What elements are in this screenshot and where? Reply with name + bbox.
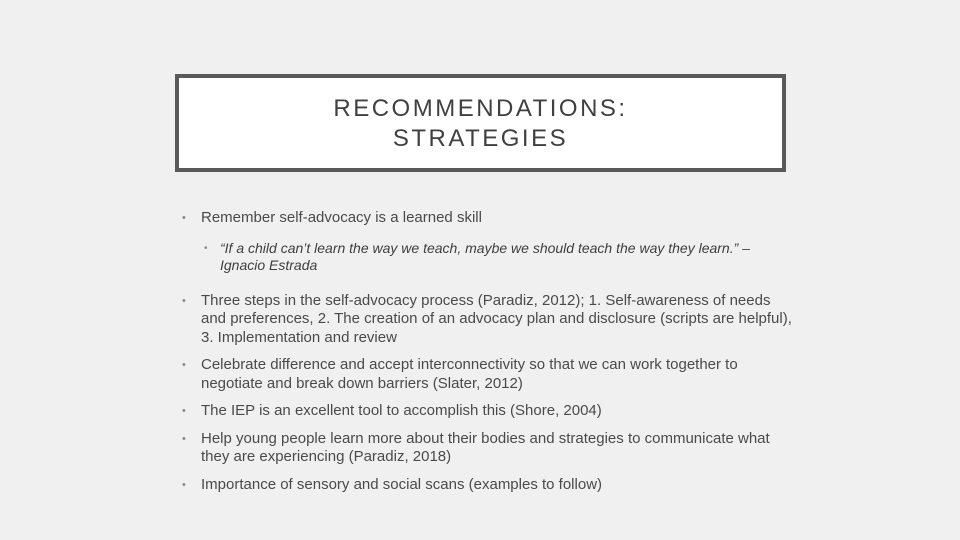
- bullet-text: Importance of sensory and social scans (examples to follow): [201, 475, 603, 493]
- slide-title: RECOMMENDATIONS: STRATEGIES: [333, 95, 628, 152]
- bullet-icon: •: [204, 242, 208, 254]
- bullet-item-6: [182, 476, 792, 495]
- bullet-text: The IEP is an excellent tool to accomplish this (Shore, 2004): [201, 402, 602, 419]
- bullet-item-5: [182, 430, 792, 467]
- bullet-text: Three steps in the self-advocacy process (Paradiz, 2012); 1. Self-awareness of needs and preferences, 2. The creation of an advocacy plan and disclosure (scripts are helpful), 3. Implementation and review: [201, 291, 792, 346]
- bullet-icon: •: [182, 405, 186, 417]
- bullet-icon: •: [182, 212, 186, 224]
- quote-text: “If a child can’t learn the way we teach, maybe we should teach the way they learn.” – Ignacio Estrada: [220, 239, 750, 273]
- bullet-icon: •: [182, 478, 186, 491]
- bullet-item-3: [182, 356, 792, 393]
- bullet-item-2: [182, 292, 792, 348]
- sub-bullet-quote: [204, 240, 780, 274]
- bullet-item-1: [182, 209, 792, 228]
- title-box: [175, 74, 786, 172]
- bullet-text: Remember self-advocacy is a learned skill: [201, 209, 482, 226]
- bullet-item-4: [182, 402, 792, 421]
- bullet-icon: •: [182, 294, 186, 307]
- bullet-icon: •: [182, 432, 186, 445]
- bullet-text: Celebrate difference and accept interconnectivity so that we can work together to negotiate and break down barriers (Slater, 2012): [201, 356, 738, 392]
- bullet-icon: •: [182, 359, 186, 371]
- bullet-text: Help young people learn more about their bodies and strategies to communicate what they are experiencing (Paradiz, 2018): [201, 429, 770, 465]
- bullet-list: [182, 209, 792, 503]
